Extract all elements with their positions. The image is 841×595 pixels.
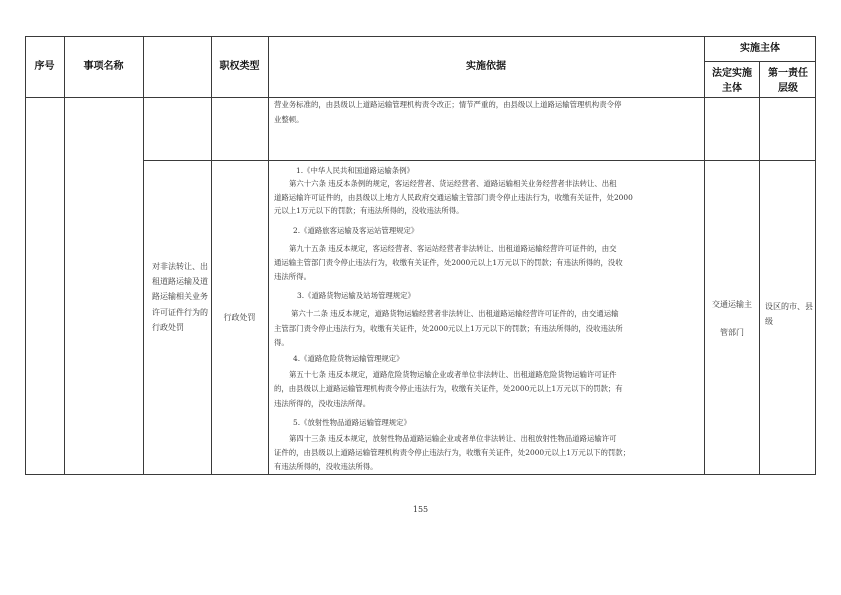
basis-text-line: 道路运输许可证件的，由县级以上地方人民政府交通运输主管部门责令停止违法行为，收缴有关证件，处2000 xyxy=(274,193,633,202)
basis-text-line: 通运输主管部门责令停止违法行为，收缴有关证件，处2000元以上1万元以下的罚款；有违法所得的，没收 xyxy=(274,258,623,267)
first-level-cell: 设区的市、县级 xyxy=(765,302,813,327)
basis-text-line: 的，由县级以上道路运输管理机构责令停止违法行为，收缴有关证件，处2000元以上1万元以下的罚款；有 xyxy=(274,384,623,393)
subject-header-divider xyxy=(704,61,816,62)
basis-text-line: 违法所得。 xyxy=(274,272,311,281)
basis-text-line: 4.《道路危险货物运输管理规定》 xyxy=(293,354,404,363)
basis-text-line: 元以上1万元以下的罚款；有违法所得的，没收违法所得。 xyxy=(274,206,464,215)
col-divider-3 xyxy=(211,36,212,475)
header-legal-subject: 法定实施主体 xyxy=(712,67,752,94)
col-divider-6 xyxy=(759,61,760,475)
item-name-cell: 对非法转让、出租道路运输及道路运输相关业务许可证件行为的行政处罚 xyxy=(152,262,208,332)
col-divider-1 xyxy=(64,36,65,475)
basis-text-line: 5.《放射性物品道路运输管理规定》 xyxy=(293,418,411,427)
basis-text-line: 2.《道路旅客运输及客运站管理规定》 xyxy=(293,226,419,235)
basis-text-line: 第九十五条 违反本规定，客运经营者、客运站经营者非法转让、出租道路运输经营许可证件的，由交 xyxy=(289,244,617,253)
basis-text-line: 第四十三条 违反本规定，放射性物品道路运输企业或者单位非法转让、出租放射性物品道路运输许可 xyxy=(289,434,617,443)
page-number: 155 xyxy=(412,505,429,514)
basis-text-line: 主管部门责令停止违法行为，收缴有关证件，处2000元以上1万元以下的罚款；有违法所得的，没收违法所 xyxy=(274,324,623,333)
col-divider-5 xyxy=(704,36,705,475)
basis-text-line: 第六十六条 违反本条例的规定，客运经营者、货运经营者、道路运输相关业务经营者非法转让、出租 xyxy=(289,179,617,188)
basis-text-line: 营业务标准的，由县级以上道路运输管理机构责令改正；情节严重的，由县级以上道路运输管理机构责令停 xyxy=(274,100,622,109)
power-type-cell: 行政处罚 xyxy=(223,313,256,322)
col-divider-4 xyxy=(268,36,269,475)
basis-text-line: 得。 xyxy=(274,338,289,347)
header-basis: 实施依据 xyxy=(466,61,506,72)
table-right-border xyxy=(815,36,816,475)
basis-text-line: 3.《道路货物运输及站场管理规定》 xyxy=(297,291,415,300)
col-divider-2 xyxy=(143,36,144,475)
row-divider xyxy=(143,160,816,161)
basis-text-line: 证件的，由县级以上道路运输管理机构责令停止违法行为，收缴有关证件，处2000元以上1万元以下的罚款； xyxy=(274,448,631,457)
table-left-border xyxy=(25,36,26,475)
basis-text-line: 1.《中华人民共和国道路运输条例》 xyxy=(296,166,414,175)
header-first-level: 第一责任层级 xyxy=(768,67,808,94)
header-power-type: 职权类型 xyxy=(219,61,260,72)
regulation-table xyxy=(25,36,816,475)
basis-text-line: 第六十二条 违反本规定，道路货物运输经营者非法转让、出租道路运输经营许可证件的，由交通运输 xyxy=(291,309,619,318)
basis-text-line: 违法所得的，没收违法所得。 xyxy=(274,399,371,408)
legal-subject-cell: 交通运输主管部门 xyxy=(712,300,752,337)
header-no: 序号 xyxy=(34,61,55,72)
header-item-name: 事项名称 xyxy=(83,61,124,72)
basis-text-line: 有违法所得的，没收违法所得。 xyxy=(274,462,378,471)
basis-text-line: 第五十七条 违反本规定，道路危险货物运输企业或者单位非法转让、出租道路危险货物运输许可证件 xyxy=(289,370,617,379)
header-subject: 实施主体 xyxy=(740,43,780,54)
basis-text-line: 业整顿。 xyxy=(274,115,304,124)
